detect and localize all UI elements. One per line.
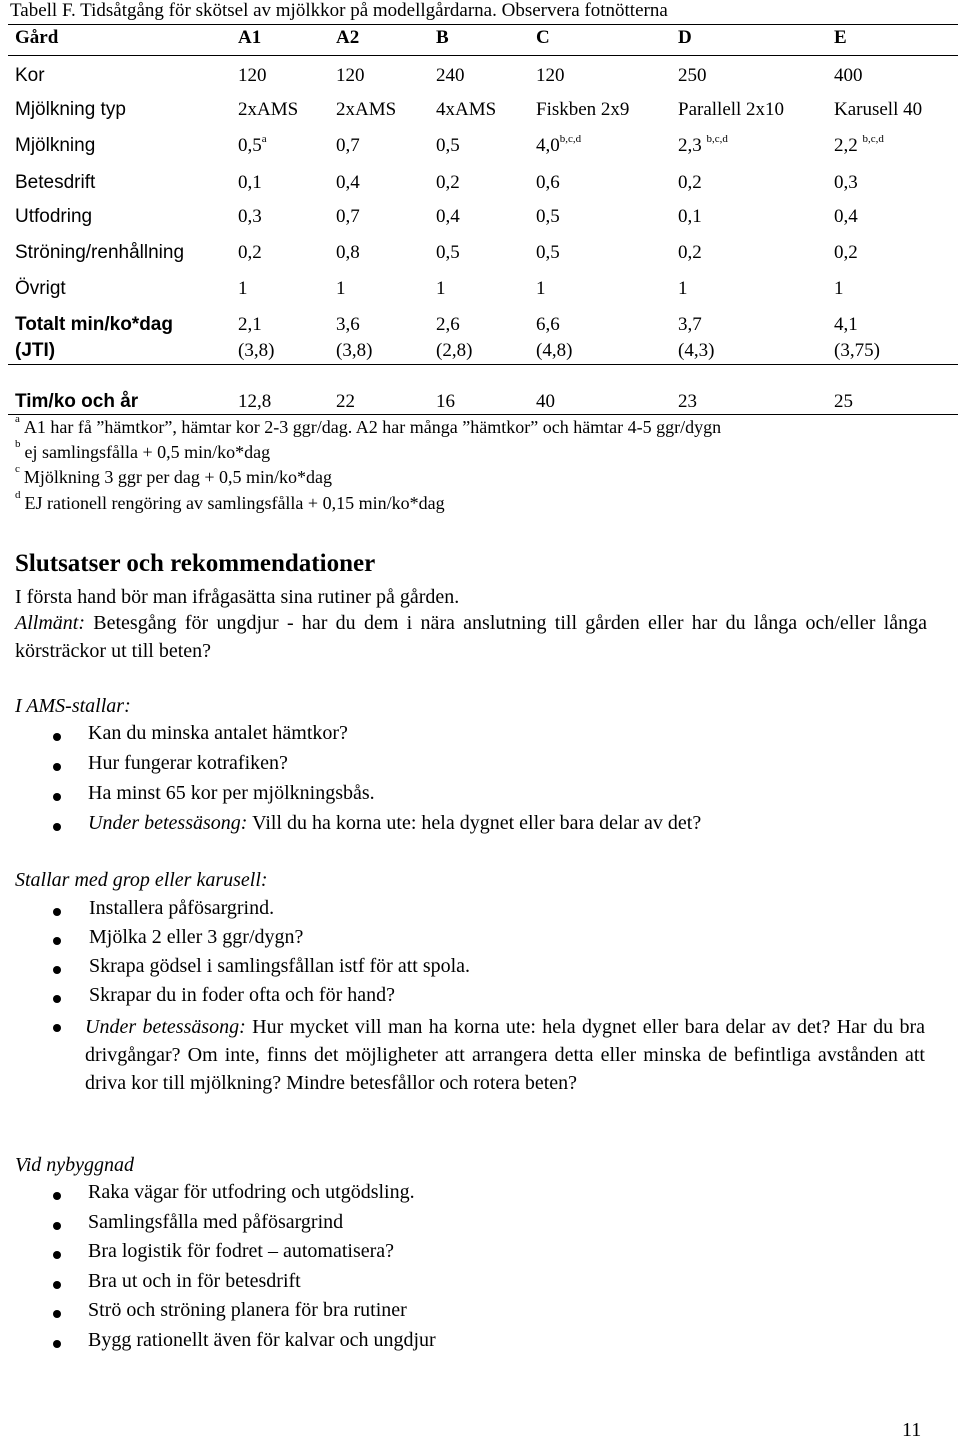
table-cell: 240 <box>436 65 465 86</box>
table-cell: 0,5 <box>536 242 560 263</box>
year-cell: 12,8 <box>238 391 272 412</box>
table-caption: Tabell F. Tidsåtgång för skötsel av mjölkkor på modellgårdarna. Observera fotnötterna <box>10 0 668 21</box>
table-cell: 1 <box>678 278 688 299</box>
table-cell: 1 <box>436 278 446 299</box>
jti-cell: (3,75) <box>834 340 880 361</box>
table-cell: 0,7 <box>336 135 360 156</box>
ams-heading: I AMS-stallar: <box>15 695 131 717</box>
row-label: Betesdrift <box>15 172 96 193</box>
list-item: Under betessäsong: Vill du ha korna ute: hela dygnet eller bara delar av det? <box>88 812 702 834</box>
table-cell: 0,3 <box>238 206 262 227</box>
list-item: Hur fungerar kotrafiken? <box>88 752 288 774</box>
bullet-icon <box>53 763 61 771</box>
table-cell: Fiskben 2x9 <box>536 99 630 120</box>
table-cell: 1 <box>834 278 844 299</box>
year-cell: 22 <box>336 391 355 412</box>
table-cell: 0,5 <box>436 135 460 156</box>
row-label: Mjölkning typ <box>15 99 126 120</box>
list-item: Bra ut och in för betesdrift <box>88 1270 301 1292</box>
year-cell: 23 <box>678 391 697 412</box>
list-item: Bygg rationellt även för kalvar och ungdjur <box>88 1329 436 1351</box>
bullet-icon <box>53 1222 61 1230</box>
list-item: Installera påfösargrind. <box>89 897 275 919</box>
list-item: Raka vägar för utfodring och utgödsling. <box>88 1181 415 1203</box>
table-cell: 2,2 $^{b,c,d}$ <box>834 133 884 156</box>
table-cell: 0,2 <box>678 242 702 263</box>
list-item: Skrapa gödsel i samlingsfållan istf för att spola. <box>89 955 471 977</box>
table-cell: 0,2 <box>238 242 262 263</box>
bullet-icon <box>53 1281 61 1289</box>
table-cell: 0,2 <box>834 242 858 263</box>
table-bottom-rule <box>8 414 958 415</box>
table-total-rule <box>8 364 958 365</box>
table-cell: 0,5 <box>436 242 460 263</box>
header-cell: D <box>678 27 692 48</box>
footnote-mark: b,c,d <box>862 133 884 145</box>
footnote: $^a$ A1 har få ”hämtkor”, hämtar kor 2-3 ggr/dag. A2 har många ”hämtkor” och hämtar 4-5 ggr/dygn <box>15 413 722 437</box>
year-cell: 25 <box>834 391 853 412</box>
table-cell: 0,1 <box>238 172 262 193</box>
table-top-rule <box>8 24 958 25</box>
bullet-icon <box>53 1340 61 1348</box>
bullet-icon <box>53 823 61 831</box>
footnote: $^c$ Mjölkning 3 ggr per dag + 0,5 min/ko*dag <box>15 463 333 487</box>
year-cell: 40 <box>536 391 555 412</box>
table-header-rule <box>8 55 958 56</box>
bullet-icon <box>53 1310 61 1318</box>
table-cell: 1 <box>336 278 346 299</box>
table-cell: 400 <box>834 65 863 86</box>
table-cell: 120 <box>238 65 267 86</box>
total-cell: 2,1 <box>238 314 262 335</box>
total-label-jti: (JTI) <box>15 340 56 361</box>
total-cell: 3,7 <box>678 314 702 335</box>
list-item: Ha minst 65 kor per mjölkningsbås. <box>88 782 375 804</box>
general-paragraph: Allmänt: Betesgång för ungdjur - har du dem i nära anslutning till gården eller har du långa och/eller långa körsträckor ut till beten? <box>15 612 927 662</box>
total-cell: 3,6 <box>336 314 360 335</box>
total-cell: 4,1 <box>834 314 858 335</box>
jti-cell: (3,8) <box>336 340 373 361</box>
jti-cell: (2,8) <box>436 340 473 361</box>
total-label: Totalt min/ko*dag <box>15 314 173 335</box>
table-cell: 2xAMS <box>336 99 397 120</box>
table-cell: 120 <box>536 65 565 86</box>
row-label: Ströning/renhållning <box>15 242 185 263</box>
grop-heading: Stallar med grop eller karusell: <box>15 869 268 891</box>
jti-cell: (4,3) <box>678 340 715 361</box>
row-label: Övrigt <box>15 278 66 299</box>
header-cell: B <box>436 27 449 48</box>
header-cell: Gård <box>15 27 59 48</box>
list-item: Bra logistik för fodret – automatisera? <box>88 1240 395 1262</box>
table-cell: 0,4 <box>336 172 360 193</box>
table-cell: 1 <box>238 278 248 299</box>
header-cell: C <box>536 27 550 48</box>
nybygg-heading: Vid nybyggnad <box>15 1154 135 1176</box>
list-item: Kan du minska antalet hämtkor? <box>88 722 348 744</box>
list-item: Under betessäsong: Hur mycket vill man ha korna ute: hela dygnet eller bara delar av det? Har du bra drivgångar? Om inte, finns det möjligheter att arrangera detta eller minska de befintliga avstånden att driva kor till mjölkning? Mindre betesfållor och rotera beten? <box>85 1016 925 1094</box>
footnote-mark: b,c,d <box>559 133 582 145</box>
table-cell: Parallell 2x10 <box>678 99 785 120</box>
table-cell: 0,1 <box>678 206 702 227</box>
footnote-mark: a <box>261 133 267 145</box>
section-title: Slutsatser och rekommendationer <box>15 550 376 577</box>
bullet-icon <box>53 1251 61 1259</box>
table-cell: 4xAMS <box>436 99 497 120</box>
year-cell: 16 <box>436 391 455 412</box>
list-item: Mjölka 2 eller 3 ggr/dygn? <box>89 926 304 948</box>
table-cell: 2,3 $^{b,c,d}$ <box>678 133 728 156</box>
table-cell: 1 <box>536 278 546 299</box>
footnote: $^d$ EJ rationell rengöring av samlingsfålla + 0,15 min/ko*dag <box>15 489 445 513</box>
table-cell: 0,4 <box>834 206 858 227</box>
intro-paragraph: I första hand bör man ifrågasätta sina rutiner på gården. <box>15 586 460 608</box>
bullet-icon <box>53 793 61 801</box>
header-cell: A2 <box>336 27 360 48</box>
table-cell: 2xAMS <box>238 99 299 120</box>
bullet-icon <box>53 1024 61 1032</box>
row-label: Mjölkning <box>15 135 96 156</box>
list-item: Strö och ströning planera för bra rutiner <box>88 1299 407 1321</box>
table-cell: 0,2 <box>436 172 460 193</box>
table-cell: 0,6 <box>536 172 560 193</box>
table-cell: 120 <box>336 65 365 86</box>
jti-cell: (3,8) <box>238 340 275 361</box>
table-cell: 4,0$^{b,c,d}$ <box>536 133 582 156</box>
bullet-icon <box>53 966 61 974</box>
table-cell: 0,5$^a$ <box>238 133 267 156</box>
table-cell: 250 <box>678 65 707 86</box>
table-cell: 0,5 <box>536 206 560 227</box>
header-cell: E <box>834 27 847 48</box>
bullet-icon <box>53 995 61 1003</box>
table-cell: 0,3 <box>834 172 858 193</box>
bullet-icon <box>53 733 61 741</box>
bullet-icon <box>53 937 61 945</box>
list-item: Skrapar du in foder ofta och för hand? <box>89 984 395 1006</box>
footnote: $^b$ ej samlingsfålla + 0,5 min/ko*dag <box>15 438 271 462</box>
total-cell: 6,6 <box>536 314 560 335</box>
table-cell: 0,4 <box>436 206 460 227</box>
header-cell: A1 <box>238 27 262 48</box>
bullet-icon <box>53 1192 61 1200</box>
year-label: Tim/ko och år <box>15 391 139 412</box>
table-cell: 0,8 <box>336 242 360 263</box>
bullet-icon <box>53 908 61 916</box>
row-label: Kor <box>15 65 45 86</box>
footnote-mark: b,c,d <box>706 133 728 145</box>
jti-cell: (4,8) <box>536 340 573 361</box>
table-cell: 0,7 <box>336 206 360 227</box>
list-item: Samlingsfålla med påfösargrind <box>88 1211 344 1233</box>
row-label: Utfodring <box>15 206 93 227</box>
table-cell: Karusell 40 <box>834 99 923 120</box>
table-cell: 0,2 <box>678 172 702 193</box>
page-number: 11 <box>902 1419 922 1441</box>
total-cell: 2,6 <box>436 314 460 335</box>
